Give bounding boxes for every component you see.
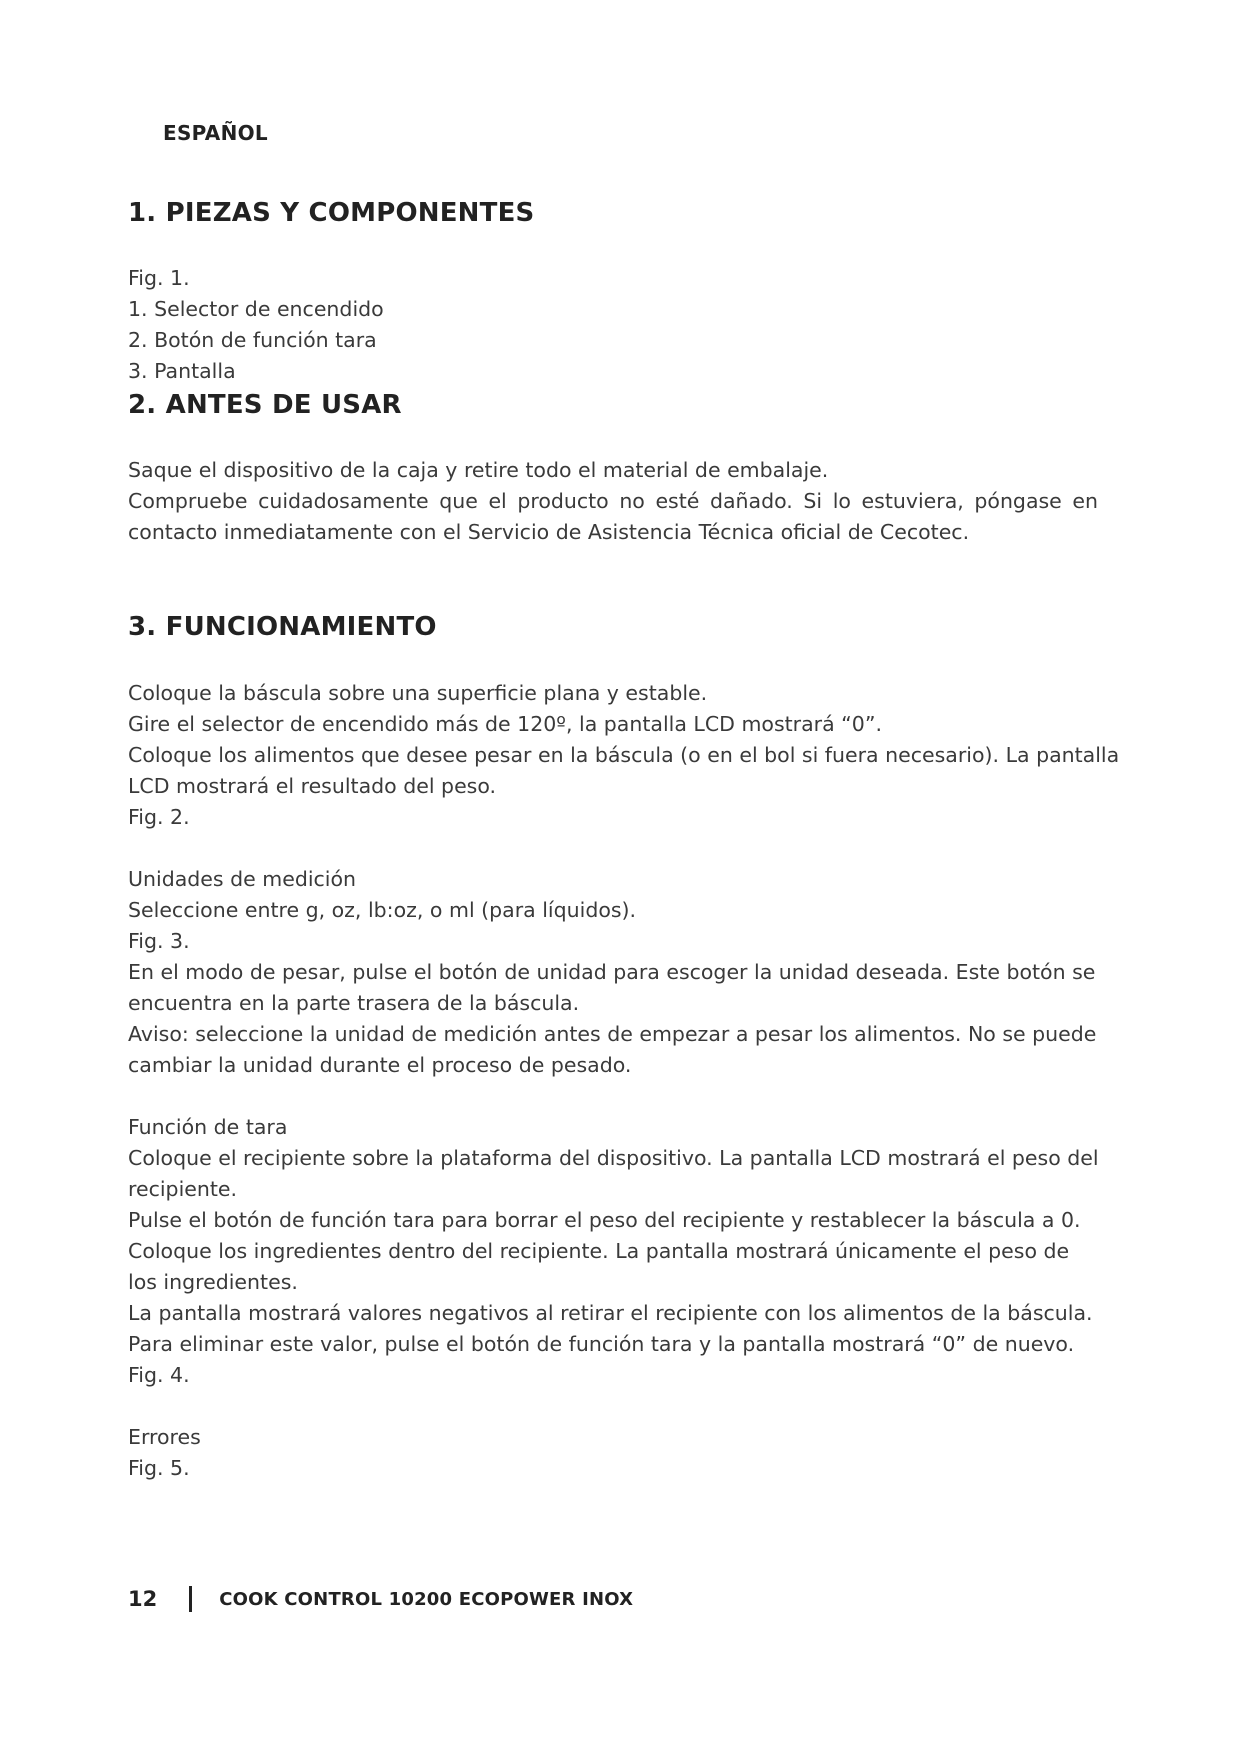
section-3-heading: 3. FUNCIONAMIENTO	[128, 612, 437, 642]
body-line: Coloque los alimentos que desee pesar en la báscula (o en el bol si fuera necesario). La pantalla	[128, 743, 1120, 767]
body-line: Coloque la báscula sobre una superficie plana y estable.	[128, 681, 708, 705]
body-line: Compruebe cuidadosamente que el producto no esté dañado. Si lo estuviera, póngase en	[128, 489, 1098, 513]
section-3-body	[128, 678, 1120, 1484]
page-footer	[128, 1586, 633, 1612]
body-line: contacto inmediatamente con el Servicio de Asistencia Técnica oficial de Cecotec.	[128, 520, 970, 544]
body-line: 2. Botón de función tara	[128, 328, 377, 352]
body-line: recipiente.	[128, 1177, 238, 1201]
body-line: Fig. 4.	[128, 1363, 190, 1387]
subheading-units: Unidades de medición	[128, 867, 357, 891]
body-line: encuentra en la parte trasera de la báscula.	[128, 991, 580, 1015]
body-line: 1. Selector de encendido	[128, 297, 384, 321]
body-line: Fig. 3.	[128, 929, 190, 953]
body-line: Pulse el botón de función tara para borrar el peso del recipiente y restablecer la báscula a 0.	[128, 1208, 1081, 1232]
body-line: Aviso: seleccione la unidad de medición antes de empezar a pesar los alimentos. No se puede	[128, 1022, 1097, 1046]
body-line: Seleccione entre g, oz, lb:oz, o ml (para líquidos).	[128, 898, 637, 922]
page-number: 12	[128, 1587, 158, 1611]
body-line: Gire el selector de encendido más de 120º, la pantalla LCD mostrará “0”.	[128, 712, 882, 736]
body-line: La pantalla mostrará valores negativos al retirar el recipiente con los alimentos de la báscula.	[128, 1301, 1093, 1325]
body-line: Saque el dispositivo de la caja y retire todo el material de embalaje.	[128, 458, 829, 482]
body-line: LCD mostrará el resultado del peso.	[128, 774, 497, 798]
body-line: Coloque el recipiente sobre la plataforma del dispositivo. La pantalla LCD mostrará el peso del	[128, 1146, 1099, 1170]
body-line: cambiar la unidad durante el proceso de pesado.	[128, 1053, 632, 1077]
blank-line	[128, 1391, 1098, 1422]
section-2-body	[128, 455, 1098, 548]
body-line: Fig. 1.	[128, 266, 190, 290]
footer-divider	[189, 1586, 192, 1612]
body-line: Para eliminar este valor, pulse el botón de función tara y la pantalla mostrará “0” de nuevo.	[128, 1332, 1075, 1356]
product-name: COOK CONTROL 10200 ECOPOWER INOX	[219, 1588, 634, 1610]
blank-line	[128, 1081, 1098, 1112]
body-line: los ingredientes.	[128, 1270, 298, 1294]
subheading-errors: Errores	[128, 1425, 201, 1449]
subheading-tare: Función de tara	[128, 1115, 288, 1139]
section-2-heading: 2. ANTES DE USAR	[128, 390, 402, 420]
blank-line	[128, 833, 1098, 864]
language-label: ESPAÑOL	[163, 121, 268, 145]
section-1-body	[128, 263, 1098, 387]
body-line: Fig. 2.	[128, 805, 190, 829]
body-line: 3. Pantalla	[128, 359, 236, 383]
body-line: Coloque los ingredientes dentro del recipiente. La pantalla mostrará únicamente el peso de	[128, 1239, 1070, 1263]
body-line: En el modo de pesar, pulse el botón de unidad para escoger la unidad deseada. Este botón se	[128, 960, 1096, 984]
body-line: Fig. 5.	[128, 1456, 190, 1480]
section-1-heading: 1. PIEZAS Y COMPONENTES	[128, 198, 535, 228]
